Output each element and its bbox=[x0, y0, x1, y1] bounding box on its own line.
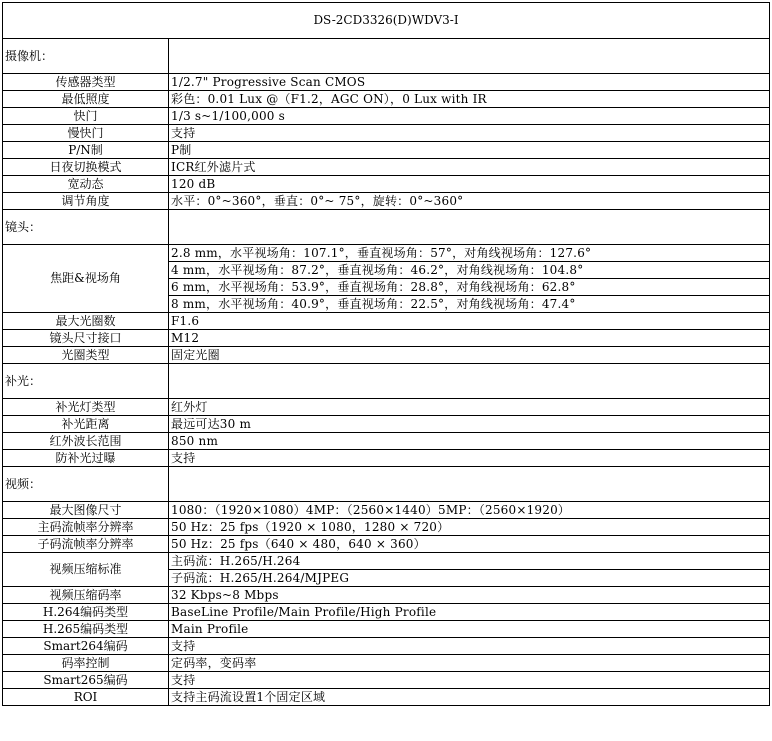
row-h265-profile bbox=[3, 621, 770, 638]
row-iris bbox=[3, 347, 770, 364]
row-pn bbox=[3, 142, 770, 159]
slow-shutter-value: 支持 bbox=[169, 125, 770, 142]
fill-type-value: 红外灯 bbox=[169, 399, 770, 416]
smart265-label: Smart265编码 bbox=[3, 672, 169, 689]
row-h264-profile bbox=[3, 604, 770, 621]
anti-overexposure-value: 支持 bbox=[169, 450, 770, 467]
row-fill-distance bbox=[3, 416, 770, 433]
mount-value: M12 bbox=[169, 330, 770, 347]
compression-main-value: 主码流：H.265/H.264 bbox=[169, 553, 770, 570]
smart264-value: 支持 bbox=[169, 638, 770, 655]
row-sensor-type bbox=[3, 74, 770, 91]
row-roi bbox=[3, 689, 770, 706]
max-aperture-value: F1.6 bbox=[169, 313, 770, 330]
row-wdr bbox=[3, 176, 770, 193]
row-day-night bbox=[3, 159, 770, 176]
row-bitrate bbox=[3, 587, 770, 604]
focal-fov-value: 2.8 mm，水平视场角：107.1°，垂直视场角：57°，对角线视场角：127.6° bbox=[169, 245, 770, 262]
row-max-aperture bbox=[3, 313, 770, 330]
main-stream-label: 主码流帧率分辨率 bbox=[3, 519, 169, 536]
angle-label: 调节角度 bbox=[3, 193, 169, 210]
section-video-blank bbox=[169, 467, 770, 502]
sub-stream-value: 50 Hz：25 fps（640 × 480，640 × 360） bbox=[169, 536, 770, 553]
rate-control-value: 定码率，变码率 bbox=[169, 655, 770, 672]
focal-fov-label: 焦距&视场角 bbox=[3, 245, 169, 313]
compression-sub-value: 子码流：H.265/H.264/MJPEG bbox=[169, 570, 770, 587]
row-smart265 bbox=[3, 672, 770, 689]
min-illum-label: 最低照度 bbox=[3, 91, 169, 108]
main-stream-value: 50 Hz：25 fps（1920 × 1080，1280 × 720） bbox=[169, 519, 770, 536]
iris-label: 光圈类型 bbox=[3, 347, 169, 364]
h264-profile-label: H.264编码类型 bbox=[3, 604, 169, 621]
fill-distance-value: 最远可达30 m bbox=[169, 416, 770, 433]
pn-value: P制 bbox=[169, 142, 770, 159]
day-night-value: ICR红外滤片式 bbox=[169, 159, 770, 176]
day-night-label: 日夜切换模式 bbox=[3, 159, 169, 176]
ir-wavelength-label: 红外波长范围 bbox=[3, 433, 169, 450]
roi-value: 支持主码流设置1个固定区域 bbox=[169, 689, 770, 706]
section-fill-light: 补光： bbox=[3, 364, 169, 399]
row-mount bbox=[3, 330, 770, 347]
row-angle bbox=[3, 193, 770, 210]
row-shutter bbox=[3, 108, 770, 125]
bitrate-label: 视频压缩码率 bbox=[3, 587, 169, 604]
row-ir-wavelength bbox=[3, 433, 770, 450]
row-main-stream bbox=[3, 519, 770, 536]
compression-label: 视频压缩标准 bbox=[3, 553, 169, 587]
ir-wavelength-value: 850 nm bbox=[169, 433, 770, 450]
row-compression bbox=[3, 553, 770, 570]
section-lens-blank bbox=[169, 210, 770, 245]
max-res-value: 1080：（1920×1080）4MP：（2560×1440）5MP：（2560×1920） bbox=[169, 502, 770, 519]
row-sub-stream bbox=[3, 536, 770, 553]
section-video: 视频： bbox=[3, 467, 169, 502]
max-res-label: 最大图像尺寸 bbox=[3, 502, 169, 519]
h264-profile-value: BaseLine Profile/Main Profile/High Profile bbox=[169, 604, 770, 621]
min-illum-value: 彩色：0.01 Lux @（F1.2，AGC ON），0 Lux with IR bbox=[169, 91, 770, 108]
bitrate-value: 32 Kbps~8 Mbps bbox=[169, 587, 770, 604]
section-camera-blank bbox=[169, 39, 770, 74]
fill-distance-label: 补光距离 bbox=[3, 416, 169, 433]
row-anti-overexposure bbox=[3, 450, 770, 467]
rate-control-label: 码率控制 bbox=[3, 655, 169, 672]
sensor-type-value: 1/2.7" Progressive Scan CMOS bbox=[169, 74, 770, 91]
slow-shutter-label: 慢快门 bbox=[3, 125, 169, 142]
smart264-label: Smart264编码 bbox=[3, 638, 169, 655]
spec-table bbox=[2, 2, 770, 706]
row-slow-shutter bbox=[3, 125, 770, 142]
row-min-illum bbox=[3, 91, 770, 108]
max-aperture-label: 最大光圈数 bbox=[3, 313, 169, 330]
model-title: DS-2CD3326(D)WDV3-I bbox=[3, 3, 770, 39]
row-rate-control bbox=[3, 655, 770, 672]
wdr-value: 120 dB bbox=[169, 176, 770, 193]
row-focal-fov bbox=[3, 245, 770, 262]
anti-overexposure-label: 防补光过曝 bbox=[3, 450, 169, 467]
wdr-label: 宽动态 bbox=[3, 176, 169, 193]
section-fill-light-blank bbox=[169, 364, 770, 399]
section-camera: 摄像机： bbox=[3, 39, 169, 74]
fill-type-label: 补光灯类型 bbox=[3, 399, 169, 416]
row-max-res bbox=[3, 502, 770, 519]
focal-fov-value: 6 mm，水平视场角：53.9°，垂直视场角：28.8°，对角线视场角：62.8° bbox=[169, 279, 770, 296]
focal-fov-value: 4 mm，水平视场角：87.2°，垂直视场角：46.2°，对角线视场角：104.8° bbox=[169, 262, 770, 279]
iris-value: 固定光圈 bbox=[169, 347, 770, 364]
mount-label: 镜头尺寸接口 bbox=[3, 330, 169, 347]
roi-label: ROI bbox=[3, 689, 169, 706]
shutter-label: 快门 bbox=[3, 108, 169, 125]
pn-label: P/N制 bbox=[3, 142, 169, 159]
focal-fov-value: 8 mm，水平视场角：40.9°，垂直视场角：22.5°，对角线视场角：47.4° bbox=[169, 296, 770, 313]
smart265-value: 支持 bbox=[169, 672, 770, 689]
row-fill-type bbox=[3, 399, 770, 416]
sub-stream-label: 子码流帧率分辨率 bbox=[3, 536, 169, 553]
row-smart264 bbox=[3, 638, 770, 655]
h265-profile-label: H.265编码类型 bbox=[3, 621, 169, 638]
sensor-type-label: 传感器类型 bbox=[3, 74, 169, 91]
angle-value: 水平：0°~360°，垂直：0°~ 75°，旋转：0°~360° bbox=[169, 193, 770, 210]
h265-profile-value: Main Profile bbox=[169, 621, 770, 638]
shutter-value: 1/3 s~1/100,000 s bbox=[169, 108, 770, 125]
section-lens: 镜头： bbox=[3, 210, 169, 245]
